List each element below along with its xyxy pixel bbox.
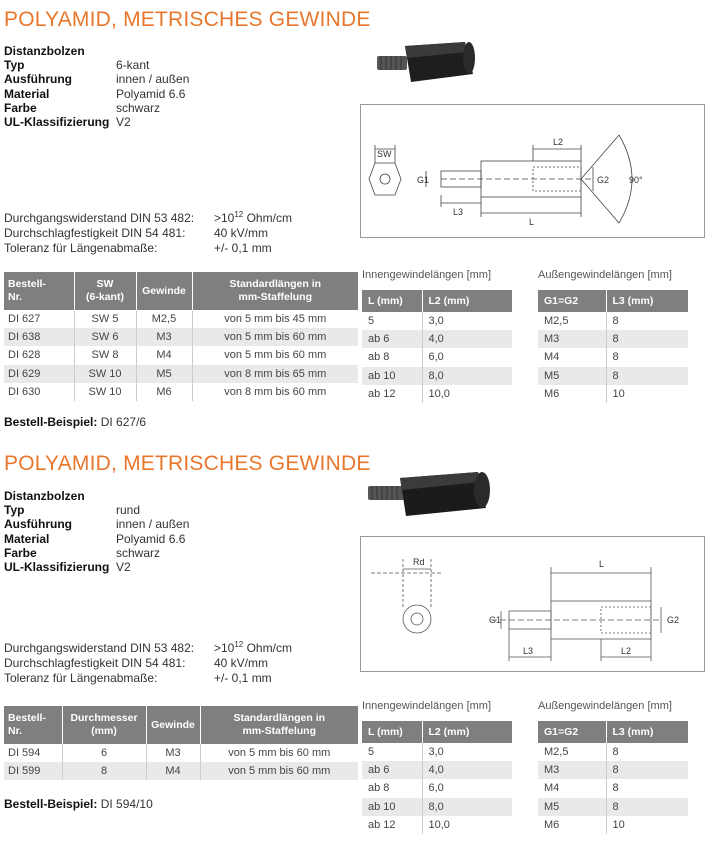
property-value-main: 40 kV/mm xyxy=(214,656,269,670)
section1-outer-table xyxy=(538,290,688,403)
table-row xyxy=(362,779,512,797)
table-cell: 10 xyxy=(612,387,625,400)
table-row xyxy=(4,346,358,364)
section1-order-example xyxy=(4,415,146,429)
table-cell: von 8 mm bis 60 mm xyxy=(224,385,327,398)
property-value xyxy=(214,226,268,241)
property-value-exponent: 12 xyxy=(234,210,244,219)
table-cell: 3,0 xyxy=(428,746,444,759)
table-cell: SW 10 xyxy=(74,383,136,401)
table-cell: 8 xyxy=(606,798,688,816)
table-cell: M5 xyxy=(136,365,192,383)
column-header: Durchmesser (mm) xyxy=(62,706,146,744)
table-cell: M2,5 xyxy=(538,743,606,761)
table-cell: M3 xyxy=(538,761,606,779)
spec-value: Polyamid 6.6 xyxy=(116,531,186,546)
column-header: G1=G2 xyxy=(538,721,606,743)
spec-row xyxy=(4,532,189,546)
spec-label: Farbe xyxy=(4,545,37,560)
property-row xyxy=(4,641,292,656)
spec-label: Ausführung xyxy=(4,517,72,532)
property-value-main: 40 kV/mm xyxy=(214,226,269,240)
table-cell: ab 10 xyxy=(362,798,422,816)
table-cell: SW 10 xyxy=(74,365,136,383)
column-header: L2 (mm) xyxy=(422,721,512,743)
spec-row xyxy=(4,101,189,115)
property-label: Durchgangswiderstand DIN 53 482: xyxy=(4,641,195,655)
table-row xyxy=(538,816,688,834)
table-cell: ab 8 xyxy=(362,348,422,366)
table-cell: M4 xyxy=(538,779,606,797)
spec-value: 6-kant xyxy=(116,58,150,73)
section1-outer-caption: Außengewindelängen [mm] xyxy=(538,269,672,281)
spec-value: schwarz xyxy=(116,100,161,115)
table-cell: von 5 mm bis 60 mm xyxy=(192,328,358,346)
table-cell: von 5 mm bis 60 mm xyxy=(228,747,331,760)
table-cell: ab 12 xyxy=(362,816,422,834)
table-cell: 6 xyxy=(62,744,146,762)
header-row xyxy=(362,721,512,743)
header-row xyxy=(4,272,358,310)
hex-spacer-image xyxy=(377,42,475,82)
table-cell: M3 xyxy=(538,330,606,348)
table-cell: M6 xyxy=(538,816,606,834)
table-cell: von 5 mm bis 60 mm xyxy=(224,349,327,362)
spec-label: Material xyxy=(4,531,50,546)
spec-row xyxy=(4,72,189,86)
spec-value: schwarz xyxy=(116,545,161,560)
table-cell: 10,0 xyxy=(428,387,450,400)
table-cell: M5 xyxy=(538,367,606,385)
section1-properties xyxy=(4,211,292,256)
table-cell: 4,0 xyxy=(422,761,512,779)
section2-specs xyxy=(4,489,189,574)
property-label: Toleranz für Längenabmaße: xyxy=(4,241,158,255)
table-cell: DI 627 xyxy=(4,310,74,328)
table-cell: 8,0 xyxy=(422,798,512,816)
spec-value: rund xyxy=(116,503,141,518)
label-g2: G2 xyxy=(597,175,610,185)
table-row xyxy=(362,367,512,385)
table-cell: 8 xyxy=(62,762,146,780)
label-l2: L2 xyxy=(621,646,632,656)
property-label: Toleranz für Längenabmaße: xyxy=(4,671,158,685)
property-row xyxy=(4,656,292,671)
table-row xyxy=(362,798,512,816)
table-cell: DI 628 xyxy=(4,346,74,364)
table-cell: 8 xyxy=(606,330,688,348)
column-header: Gewinde xyxy=(146,706,200,744)
spec-value: innen / außen xyxy=(116,72,190,87)
spec-row xyxy=(4,546,189,560)
property-value-main: +/- 0,1 mm xyxy=(214,671,272,685)
table-cell: DI 638 xyxy=(4,328,74,346)
table-cell: M3 xyxy=(146,744,200,762)
table-cell: 6,0 xyxy=(428,351,444,364)
table-row xyxy=(4,310,358,328)
spec-label: Farbe xyxy=(4,100,37,115)
table-cell: SW 5 xyxy=(74,310,136,328)
label-g1: G1 xyxy=(417,175,430,185)
section1-title: POLYAMID, METRISCHES GEWINDE xyxy=(4,8,371,31)
table-cell: 6,0 xyxy=(428,782,444,795)
table-cell: ab 10 xyxy=(362,367,422,385)
spec-row xyxy=(4,44,189,58)
table-row xyxy=(362,385,512,403)
label-g1: G1 xyxy=(489,615,502,625)
label-l3: L3 xyxy=(523,646,534,656)
table-cell: DI 594 xyxy=(4,744,62,762)
property-value-exponent: 12 xyxy=(234,640,244,649)
table-row xyxy=(362,743,512,761)
column-header: Standardlängen in mm-Staffelung xyxy=(192,272,358,310)
label-sw: SW xyxy=(377,149,392,159)
table-cell: DI 599 xyxy=(4,762,62,780)
table-row xyxy=(4,365,358,383)
property-row xyxy=(4,671,292,686)
table-cell: M5 xyxy=(538,798,606,816)
table-cell: 8 xyxy=(612,315,619,328)
table-cell: 5 xyxy=(362,312,422,330)
table-row xyxy=(4,383,358,401)
table-cell: SW 8 xyxy=(74,346,136,364)
property-label: Durchgangswiderstand DIN 53 482: xyxy=(4,211,195,225)
label-l: L xyxy=(599,559,605,569)
table-cell: 8,0 xyxy=(422,367,512,385)
table-cell: M4 xyxy=(146,762,200,780)
table-cell: von 5 mm bis 60 mm xyxy=(200,762,358,780)
label-l2: L2 xyxy=(553,137,564,147)
property-value xyxy=(214,656,268,671)
property-value xyxy=(214,641,292,656)
table-cell: 8 xyxy=(606,367,688,385)
table-cell: ab 12 xyxy=(362,385,422,403)
table-row xyxy=(4,762,358,780)
table-cell: 3,0 xyxy=(428,315,444,328)
column-header: Bestell- Nr. xyxy=(4,706,62,744)
section2-title: POLYAMID, METRISCHES GEWINDE xyxy=(4,452,371,475)
property-row xyxy=(4,241,292,256)
table-cell: 8 xyxy=(612,782,619,795)
section2-inner-caption: Innengewindelängen [mm] xyxy=(362,700,492,712)
table-cell: DI 629 xyxy=(4,365,74,383)
property-value xyxy=(214,241,272,256)
table-cell: ab 6 xyxy=(362,330,422,348)
table-row xyxy=(362,330,512,348)
spec-label: Ausführung xyxy=(4,72,72,87)
table-row xyxy=(538,367,688,385)
section1-technical-drawing xyxy=(360,104,705,238)
spec-value: innen / außen xyxy=(116,517,190,532)
table-row xyxy=(4,328,358,346)
property-row xyxy=(4,226,292,241)
table-row xyxy=(538,761,688,779)
spec-label: Material xyxy=(4,86,50,101)
table-row xyxy=(538,779,688,797)
table-cell: SW 6 xyxy=(74,328,136,346)
spec-value: V2 xyxy=(116,560,131,575)
example-label: Bestell-Beispiel: xyxy=(4,797,98,811)
section2-outer-caption: Außengewindelängen [mm] xyxy=(538,700,672,712)
table-row xyxy=(538,348,688,366)
spec-label: Typ xyxy=(4,503,25,518)
table-row xyxy=(538,312,688,330)
table-cell: 10 xyxy=(612,818,625,831)
section2-inner-table xyxy=(362,721,512,834)
spec-label: Distanzbolzen xyxy=(4,489,85,503)
column-header: L3 (mm) xyxy=(606,290,688,312)
table-cell: M4 xyxy=(538,348,606,366)
spec-row xyxy=(4,489,189,503)
spec-label: UL-Klassifizierung xyxy=(4,560,110,575)
label-angle: 90° xyxy=(629,175,643,185)
table-cell: von 8 mm bis 65 mm xyxy=(192,365,358,383)
table-cell: ab 8 xyxy=(362,779,422,797)
table-row xyxy=(538,798,688,816)
column-header: L (mm) xyxy=(362,721,422,743)
round-spacer-image xyxy=(368,472,490,516)
example-value: DI 594/10 xyxy=(97,797,153,811)
header-row xyxy=(4,706,358,744)
section1-inner-caption: Innengewindelängen [mm] xyxy=(362,269,492,281)
spec-label: Distanzbolzen xyxy=(4,44,85,58)
spec-value: Polyamid 6.6 xyxy=(116,86,186,101)
spec-value: V2 xyxy=(116,115,131,130)
table-cell: M6 xyxy=(136,383,192,401)
property-value-unit: Ohm/cm xyxy=(243,211,292,225)
section1-order-table xyxy=(4,272,358,401)
column-header: Gewinde xyxy=(136,272,192,310)
table-cell: M3 xyxy=(136,328,192,346)
spec-row xyxy=(4,517,189,531)
table-cell: 10,0 xyxy=(428,818,450,831)
table-cell: 5 xyxy=(362,743,422,761)
example-value: DI 627/6 xyxy=(97,415,147,429)
table-cell: M2,5 xyxy=(538,312,606,330)
section2-order-example xyxy=(4,797,153,811)
table-cell: M6 xyxy=(538,385,606,403)
table-cell: 4,0 xyxy=(422,330,512,348)
section1-inner-table xyxy=(362,290,512,403)
table-row xyxy=(538,330,688,348)
spec-label: UL-Klassifizierung xyxy=(4,115,110,130)
table-cell: DI 630 xyxy=(4,383,74,401)
table-cell: M4 xyxy=(136,346,192,364)
spec-row xyxy=(4,87,189,101)
section2-product-photo xyxy=(358,468,498,524)
section2-properties xyxy=(4,641,292,686)
property-value xyxy=(214,211,292,226)
table-row xyxy=(538,743,688,761)
property-value-main: +/- 0,1 mm xyxy=(214,241,272,255)
column-header: G1=G2 xyxy=(538,290,606,312)
spec-row xyxy=(4,115,189,129)
header-row xyxy=(538,721,688,743)
example-label: Bestell-Beispiel: xyxy=(4,415,98,429)
column-header: L (mm) xyxy=(362,290,422,312)
column-header: Bestell- Nr. xyxy=(4,272,74,310)
section1-product-photo xyxy=(355,38,505,90)
property-label: Durchschlagfestigkeit DIN 54 481: xyxy=(4,656,186,670)
section1-specs xyxy=(4,44,189,129)
table-row xyxy=(362,816,512,834)
table-cell: 8 xyxy=(606,761,688,779)
spec-row xyxy=(4,503,189,517)
table-cell: von 5 mm bis 45 mm xyxy=(224,313,327,326)
table-cell: M2,5 xyxy=(136,310,192,328)
property-value xyxy=(214,671,272,686)
property-row xyxy=(4,211,292,226)
table-row xyxy=(4,744,358,762)
column-header: Standardlängen in mm-Staffelung xyxy=(200,706,358,744)
spec-row xyxy=(4,560,189,574)
label-l3: L3 xyxy=(453,207,464,217)
label-l: L xyxy=(529,217,535,227)
table-cell: 8 xyxy=(612,746,619,759)
column-header: L3 (mm) xyxy=(606,721,688,743)
header-row xyxy=(362,290,512,312)
table-cell: ab 6 xyxy=(362,761,422,779)
table-row xyxy=(362,312,512,330)
label-g2: G2 xyxy=(667,615,680,625)
property-value-main: >10 xyxy=(214,641,235,655)
table-row xyxy=(362,348,512,366)
header-row xyxy=(538,290,688,312)
section2-outer-table xyxy=(538,721,688,834)
property-value-unit: Ohm/cm xyxy=(243,641,292,655)
label-rd: Rd xyxy=(413,557,425,567)
spec-label: Typ xyxy=(4,58,25,73)
table-cell: 8 xyxy=(612,351,619,364)
section2-technical-drawing xyxy=(360,536,705,672)
spec-row xyxy=(4,58,189,72)
column-header: L2 (mm) xyxy=(422,290,512,312)
table-row xyxy=(538,385,688,403)
property-label: Durchschlagfestigkeit DIN 54 481: xyxy=(4,226,186,240)
column-header: SW (6-kant) xyxy=(74,272,136,310)
table-row xyxy=(362,761,512,779)
property-value-main: >10 xyxy=(214,211,235,225)
section2-order-table xyxy=(4,706,358,780)
